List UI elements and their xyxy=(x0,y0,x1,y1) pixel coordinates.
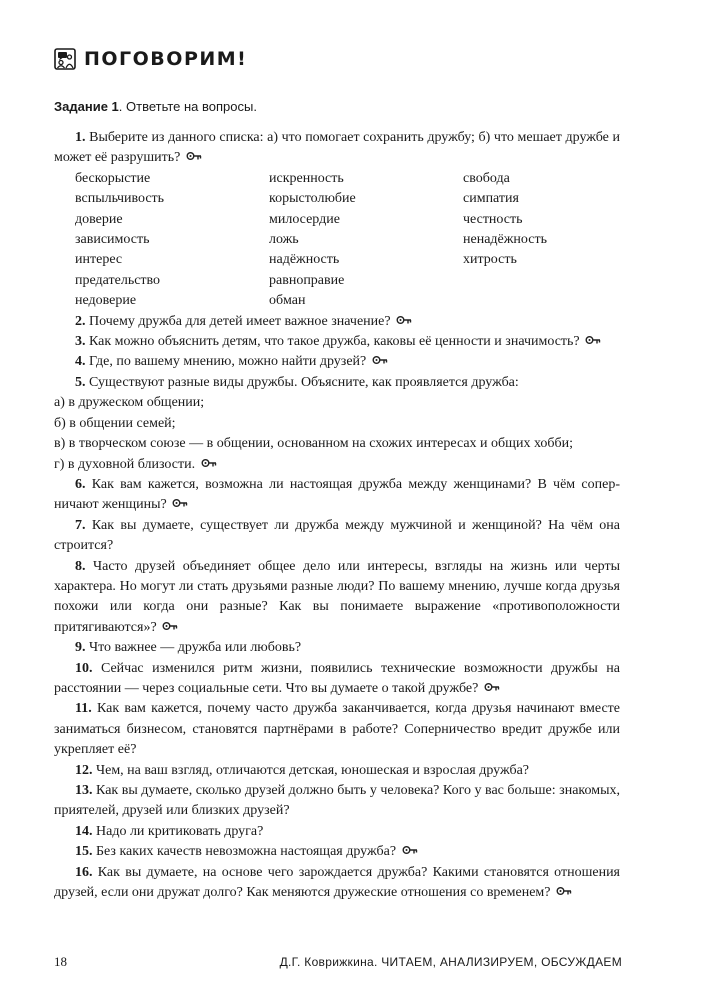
question-number: 1. xyxy=(75,130,86,145)
question-6 xyxy=(54,475,620,516)
question-4 xyxy=(54,352,620,372)
word-item: предательство xyxy=(75,272,161,288)
question-number: 4. xyxy=(75,354,86,370)
word-item: честность xyxy=(463,211,523,227)
task-heading xyxy=(54,99,257,114)
word-item: надёжность xyxy=(269,252,340,268)
question-5-option-c: в) в творческом союзе — в общении, основанном на схожих интересах и общих хобби; xyxy=(54,436,574,452)
question-number: 6. xyxy=(75,476,86,492)
question-text: Выберите из данного списка: а) что помогает сохранить дружбу; б) что мешает дружбе и может её разрушить? xyxy=(54,130,620,166)
key-icon xyxy=(186,150,202,162)
question-number: 3. xyxy=(75,334,86,350)
question-text: Без каких качеств невозможна настоящая дружба? xyxy=(92,844,397,860)
key-icon xyxy=(372,354,388,366)
question-text: Где, по вашему мнению, можно найти друзей? xyxy=(85,354,367,370)
question-number: 10. xyxy=(75,660,93,676)
question-5-option-a: а) в дружеском общении; xyxy=(54,395,205,411)
key-icon xyxy=(484,681,500,693)
word-item: корыстолюбие xyxy=(269,191,356,207)
question-7 xyxy=(54,516,620,557)
word-item: ложь xyxy=(269,232,299,248)
question-9 xyxy=(54,638,620,658)
question-number: 15. xyxy=(75,844,93,860)
key-icon xyxy=(585,334,601,346)
question-text: Как вам кажется, возможна ли настоящая дружба между женщинами? В чём соперничают женщины? xyxy=(54,476,620,513)
page-number: 18 xyxy=(54,954,67,969)
word-item xyxy=(463,271,623,291)
question-text: Почему дружба для детей имеет важное значение? xyxy=(85,313,391,329)
word-item: хитрость xyxy=(463,252,517,268)
word-item: недоверие xyxy=(75,293,137,309)
question-13 xyxy=(54,781,620,822)
question-2 xyxy=(54,312,620,332)
question-text: Как вам кажется, почему часто дружба заканчивается, когда друзья начинают вместе заниматься бизнесом, становятся партнёрами в работе? Соперничество вредит дружбе или укрепляет её? xyxy=(54,701,620,758)
word-item xyxy=(463,291,623,311)
question-number: 5. xyxy=(75,374,86,390)
word-list xyxy=(54,169,620,312)
word-item: доверие xyxy=(75,211,123,227)
section-title: ПОГОВОРИМ! xyxy=(84,48,248,70)
word-item: равноправие xyxy=(269,272,345,288)
question-3 xyxy=(54,332,620,352)
key-icon xyxy=(396,314,412,326)
question-number: 13. xyxy=(75,783,93,798)
word-item: ненадёжность xyxy=(463,232,547,248)
word-item: вспыльчивость xyxy=(75,191,165,207)
task-label: Задание 1 xyxy=(54,99,119,114)
word-item: обман xyxy=(269,293,306,309)
question-5 xyxy=(54,373,620,393)
key-icon xyxy=(556,885,572,897)
question-text: Сейчас изменился ритм жизни, появились технические возможности дружбы на расстоянии — через социальные сети. Что вы думаете о такой дружбе? xyxy=(54,660,620,696)
question-16 xyxy=(54,863,620,904)
key-icon xyxy=(402,844,418,856)
word-item: симпатия xyxy=(463,191,519,207)
key-icon xyxy=(172,497,188,509)
question-12 xyxy=(54,761,620,781)
question-text: Как вы думаете, сколько друзей должно быть у человека? Кого у вас больше: знакомых, приятелей, друзей или близких друзей? xyxy=(54,783,620,819)
word-item: милосердие xyxy=(269,211,340,227)
option-text: г) в духовной близости. xyxy=(54,456,196,472)
question-5-option-b: б) в общении семей; xyxy=(54,415,176,431)
question-10 xyxy=(54,659,620,700)
question-number: 14. xyxy=(75,823,93,839)
question-text: Надо ли критиковать друга? xyxy=(92,823,264,839)
word-item: свобода xyxy=(463,170,510,186)
section-header xyxy=(54,48,247,70)
key-icon xyxy=(201,457,217,469)
question-text: Часто друзей объединяет общее дело или интересы, взгляды на жизнь или черты характера. Но могут ли стать друзьями разные люди? По вашему мнению, лучше когда друзья похожи или когда они разные? Как вы понимаете выражение «противоположности притягиваются»? xyxy=(54,558,620,635)
question-11 xyxy=(54,699,620,760)
question-number: 11. xyxy=(75,701,92,717)
question-14 xyxy=(54,822,620,842)
question-number: 8. xyxy=(75,558,86,574)
page-footer xyxy=(54,954,622,970)
question-text: Как вы думаете, существует ли дружба между мужчиной и женщиной? На чём она строится? xyxy=(54,517,620,554)
discussion-icon xyxy=(54,48,76,70)
question-1 xyxy=(54,128,620,169)
questions-list xyxy=(54,128,620,903)
question-text: Как вы думаете, на основе чего зарождается дружба? Какими становятся отношения друзей, если они дружат долго? Как меняются дружеские отношения со временем? xyxy=(54,864,620,901)
question-text: Существуют разные виды дружбы. Объясните, как проявляется дружба: xyxy=(85,374,519,390)
key-icon xyxy=(162,620,178,632)
question-number: 7. xyxy=(75,517,86,533)
task-instruction: . Ответьте на вопросы. xyxy=(118,99,257,114)
word-item: искренность xyxy=(269,170,344,186)
word-item: интерес xyxy=(75,252,123,268)
question-5-option-d xyxy=(54,455,620,475)
question-number: 9. xyxy=(75,640,86,656)
running-title: Д.Г. Коврижкина. ЧИТАЕМ, АНАЛИЗИРУЕМ, ОБСУЖДАЕМ xyxy=(279,955,622,969)
question-text: Как можно объяснить детям, что такое дружба, каковы её ценности и значимость? xyxy=(85,334,580,350)
question-number: 2. xyxy=(75,313,86,329)
question-number: 12. xyxy=(75,762,93,778)
question-15 xyxy=(54,842,620,862)
question-8 xyxy=(54,557,620,639)
question-text: Чем, на ваш взгляд, отличаются детская, юношеская и взрослая дружба? xyxy=(92,762,530,778)
question-number: 16. xyxy=(75,864,93,880)
question-text: Что важнее — дружба или любовь? xyxy=(85,640,302,656)
word-item: бескорыстие xyxy=(75,170,151,186)
word-item: зависимость xyxy=(75,232,150,248)
